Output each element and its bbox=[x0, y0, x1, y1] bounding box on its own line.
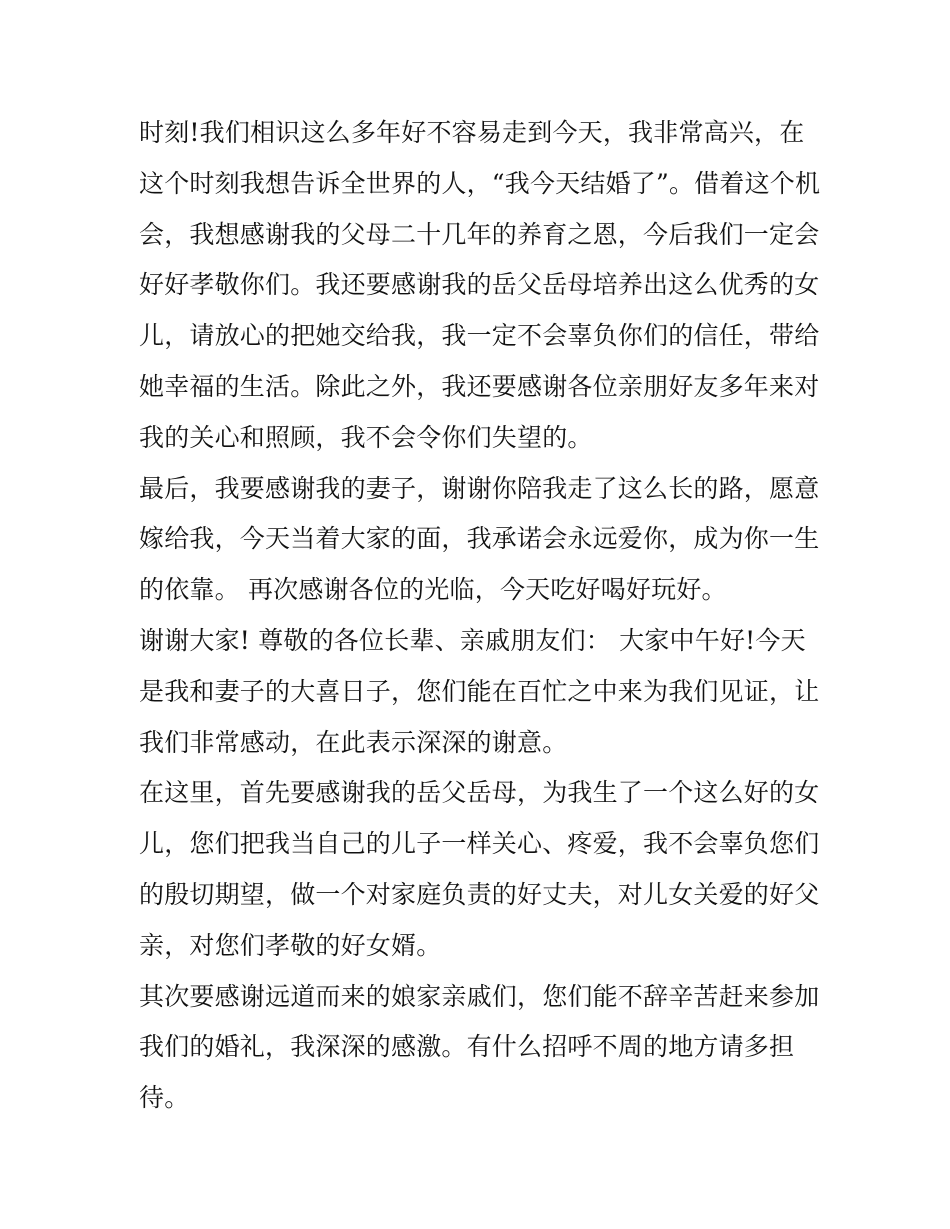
text-line: 的依靠。 再次感谢各位的光临，今天吃好喝好玩好。 bbox=[139, 575, 727, 605]
text-line: 我们的婚礼，我深深的感激。有什么招呼不周的地方请多担 bbox=[139, 1032, 795, 1062]
text-line: 我们非常感动，在此表示深深的谢意。 bbox=[139, 727, 568, 757]
text-line: 好好孝敬你们。我还要感谢我的岳父岳母培养出这么优秀的女 bbox=[139, 270, 820, 300]
text-line: 儿，您们把我当自己的儿子一样关心、疼爱，我不会辜负您们 bbox=[139, 829, 820, 859]
document-body bbox=[139, 108, 821, 1124]
text-line: 会，我想感谢我的父母二十几年的养育之恩，今后我们一定会 bbox=[139, 219, 820, 249]
text-line: 是我和妻子的大喜日子，您们能在百忙之中来为我们见证，让 bbox=[139, 676, 820, 706]
text-line: 谢谢大家! 尊敬的各位长辈、亲戚朋友们： 大家中午好!今天 bbox=[139, 625, 806, 655]
text-line: 在这里，首先要感谢我的岳父岳母，为我生了一个这么好的女 bbox=[139, 778, 820, 808]
text-line: 亲，对您们孝敬的好女婿。 bbox=[139, 930, 442, 960]
text-line: 嫁给我，今天当着大家的面，我承诺会永远爱你，成为你一生 bbox=[139, 524, 820, 554]
text-line: 我的关心和照顾，我不会令你们失望的。 bbox=[139, 422, 593, 452]
text-line: 这个时刻我想告诉全世界的人，“我今天结婚了”。借着这个机 bbox=[139, 168, 821, 198]
text-line: 其次要感谢远道而来的娘家亲戚们，您们能不辞辛苦赶来参加 bbox=[139, 981, 820, 1011]
text-line: 时刻!我们相识这么多年好不容易走到今天，我非常高兴，在 bbox=[139, 118, 805, 147]
text-line: 她幸福的生活。除此之外，我还要感谢各位亲朋好友多年来对 bbox=[139, 371, 820, 401]
text-line: 的殷切期望，做一个对家庭负责的好丈夫，对儿女关爱的好父 bbox=[139, 879, 820, 909]
text-line: 儿，请放心的把她交给我，我一定不会辜负你们的信任，带给 bbox=[139, 321, 820, 351]
text-line: 最后，我要感谢我的妻子，谢谢你陪我走了这么长的路，愿意 bbox=[139, 473, 820, 503]
text-line: 待。 bbox=[139, 1083, 190, 1113]
